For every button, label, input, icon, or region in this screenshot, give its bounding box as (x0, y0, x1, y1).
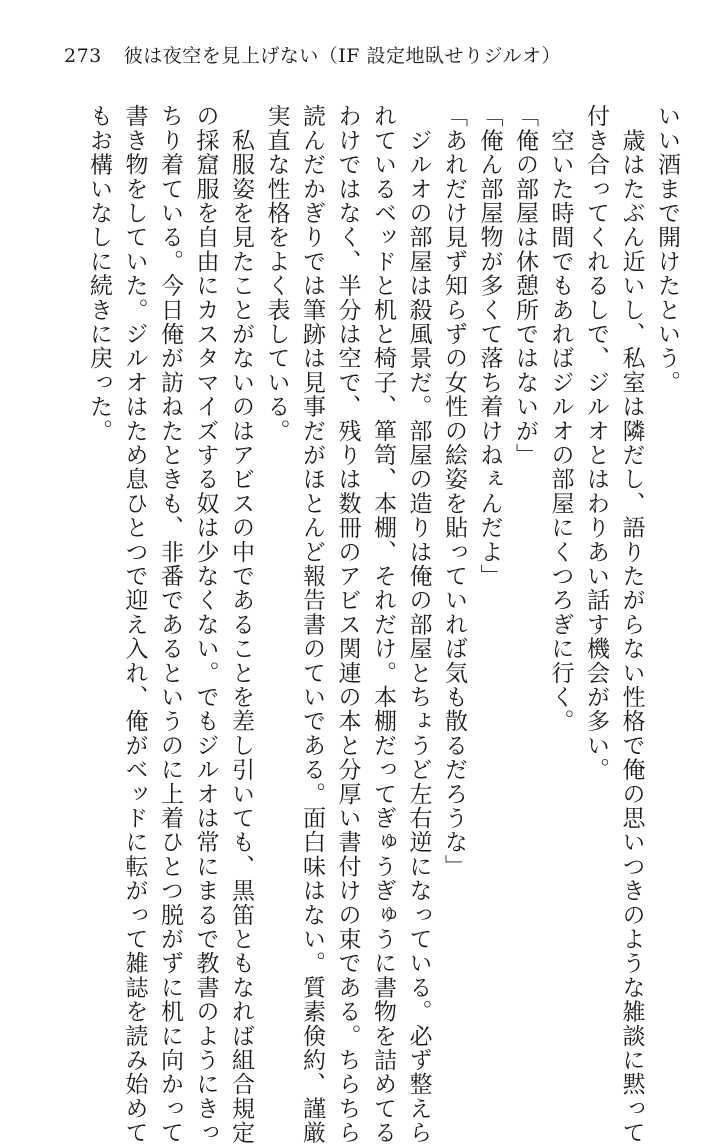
text-line: ジルオの部屋は殺風景だ。部屋の造りは俺の部屋とちょうど左右逆になっている。必ず整えら (405, 104, 432, 1145)
text-line: 「俺の部屋は休憩所ではないが」 (512, 104, 538, 467)
text-line: 付き合ってくれるしで、ジルオとはわりあい話す機会が多い。 (583, 104, 609, 782)
text-line: 書き物をしていた。ジルオはため息ひとつで迎え入れ、俺がベッドに転がって雑誌を読み始めて (121, 104, 148, 1145)
text-line: 「あれだけ見ず知らずの女性の絵姿を貼っていれば気も散るだろうな」 (441, 104, 467, 879)
text-line: 歳はたぶん近いし、私室は隣だし、語りたがらない性格で俺の思いつきのような雑談に黙って (618, 104, 645, 1145)
text-line: 読んだかぎりでは筆跡は見事だがほとんど報告書のていである。面白味はない。質素倹約、謹厳 (299, 104, 325, 1145)
page-number: 273 (64, 45, 102, 67)
text-line: わけではなく、半分は空で、残りは数冊のアビス関連の本と分厚い書付けの束である。ちらちら (334, 104, 361, 1145)
text-line: 「俺ん部屋物が多くて落ち着けねぇんだよ」 (476, 104, 503, 588)
text-line: もお構いなしに続きに戻った。 (86, 104, 112, 443)
text-line: 空いた時間でもあればジルオの部屋にくつろぎに行く。 (547, 104, 574, 734)
text-line: 実直な性格をよく表している。 (263, 104, 290, 443)
page-header (64, 44, 561, 68)
running-title: 彼は夜空を見上げない（IF 設定地臥せりジルオ） (123, 45, 562, 67)
text-line: いい酒まで開けたという。 (654, 104, 680, 395)
vertical-body-text (81, 104, 685, 1145)
text-line: 私服姿を見たことがないのはアビスの中であることを差し引いても、黒笛ともなれば組合規定 (228, 104, 254, 1145)
text-line: ちり着ている。今日俺が訪ねたときも、非番であるというのに上着ひとつ脱がずに机に向かって (157, 104, 183, 1145)
text-line: れているベッドと机と椅子、箪笥、本棚、それだけ。本棚だってぎゅうぎゅうに書物を詰めてる (370, 104, 396, 1145)
text-line: の採窟服を自由にカスタマイズする奴は少なくない。でもジルオは常にまるで教書のようにきっ (192, 104, 219, 1145)
